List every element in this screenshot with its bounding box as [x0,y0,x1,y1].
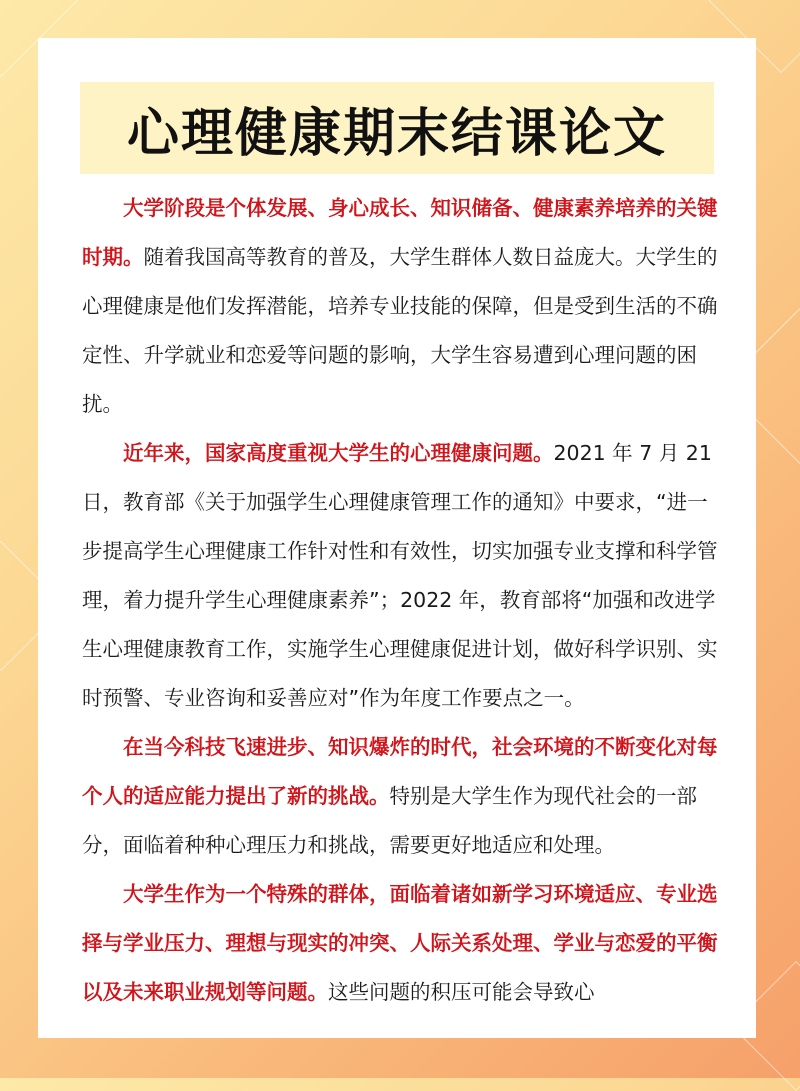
document-card [38,38,756,1038]
paragraph-highlight: 大学阶段是个体发展、身心成长、知识储备、健康素养培养的关键时期。 [82,196,718,269]
paragraph [82,723,718,870]
paragraph-text: 随着我国高等教育的普及，大学生群体人数日益庞大。大学生的心理健康是他们发挥潜能，培养专业技能的保障，但是受到生活的不确定性、升学就业和恋爱等问题的影响，大学生容易遭到心理问题的困扰。 [82,245,718,416]
paragraph-text: 2021 年 7 月 21 日，教育部《关于加强学生心理健康管理工作的通知》中要求，“进一步提高学生心理健康工作针对性和有效性，切实加强专业支撑和科学管理，着力提升学生心理健康素养”；2022 年，教育部将“加强和改进学生心理健康教育工作，实施学生心理健康促进计划，做好科学识别、实时预警、专业咨询和妥善应对”作为年度工作要点之一。 [82,441,718,710]
paragraph-highlight: 在当今科技飞速进步、知识爆炸的时代，社会环境的不断变化对每个人的适应能力提出了新的挑战。 [82,735,718,808]
paragraph-text: 特别是大学生作为现代社会的一部分，面临着种种心理压力和挑战，需要更好地适应和处理。 [82,784,697,857]
paragraph-text: 这些问题的积压可能会导致心 [328,980,595,1004]
paragraph-highlight: 大学生作为一个特殊的群体，面临着诸如新学习环境适应、专业选择与学业压力、理想与现实的冲突、人际关系处理、学业与恋爱的平衡以及未来职业规划等问题。 [82,882,718,1004]
paragraph [82,429,718,723]
article-body [82,184,718,1017]
title-banner [80,82,714,174]
paragraph [82,870,718,1017]
paragraph [82,184,718,429]
paragraph-highlight: 近年来，国家高度重视大学生的心理健康问题。 [123,441,554,465]
page-title: 心理健康期末结课论文 [126,103,667,164]
